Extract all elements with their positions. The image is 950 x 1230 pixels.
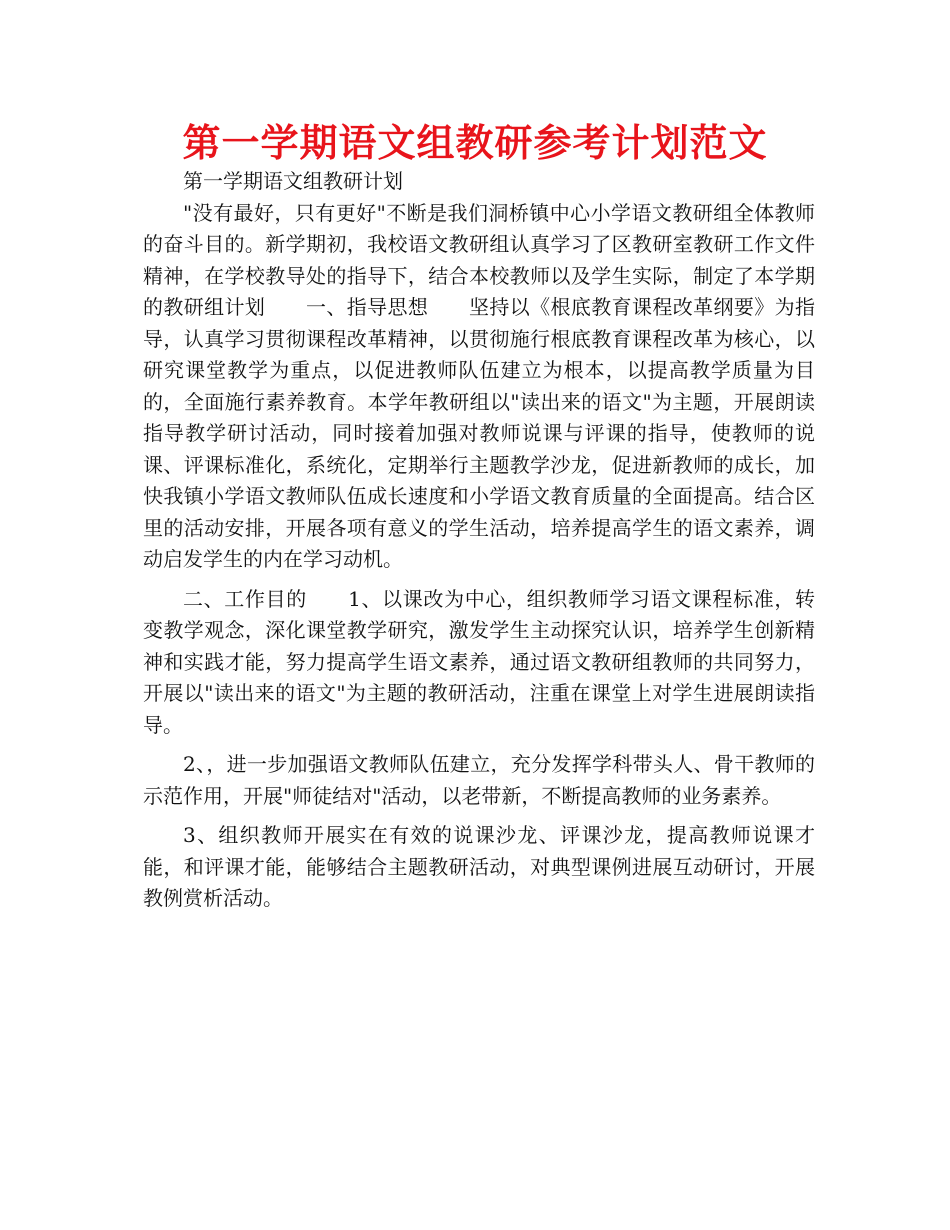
paragraph-goals: 二、工作目的 1、以课改为中心，组织教师学习语文课程标准，转变教学观念，深化课堂教学研究，激发学生主动探究认识，培养学生创新精神和实践才能，努力提高学生语文素养，通过语文教研组教师的共同努力，开展以"读出来的语文"为主题的教研活动，注重在课堂上对学生进展朗读指导。	[143, 586, 815, 737]
document-title: 第一学期语文组教研参考计划范文	[182, 121, 768, 165]
paragraph-subtitle: 第一学期语文组教研计划	[183, 169, 403, 193]
paragraph-item-2: 2、，进一步加强语文教师队伍建立，充分发挥学科带头人、骨干教师的示范作用，开展"师徒结对"活动，以老带新，不断提高教师的业务素养。	[143, 752, 815, 808]
paragraph-intro: "没有最好，只有更好"不断是我们洞桥镇中心小学语文教研组全体教师的奋斗目的。新学期初，我校语文教研组认真学习了区教研室教研工作文件精神，在学校教导处的指导下，结合本校教师以及学生实际，制定了本学期的教研组计划 一、指导思想 坚持以《根底教育课程改革纲要》为指导，认真学习贯彻课程改革精神，以贯彻施行根底教育课程改革为核心，以研究课堂教学为重点，以促进教师队伍建立为根本，以提高教学质量为目的，全面施行素养教育。本学年教研组以"读出来的语文"为主题，开展朗读指导教学研讨活动，同时接着加强对教师说课与评课的指导，使教师的说课、评课标准化，系统化，定期举行主题教学沙龙，促进新教师的成长，加快我镇小学语文教师队伍成长速度和小学语文教育质量的全面提高。结合区里的活动安排，开展各项有意义的学生活动，培养提高学生的语文素养，调动启发学生的内在学习动机。	[143, 200, 815, 571]
document-body	[143, 166, 815, 923]
paragraph-item-3: 3、组织教师开展实在有效的说课沙龙、评课沙龙，提高教师说课才能，和评课才能，能够结合主题教研活动，对典型课例进展互动研讨，开展教例赏析活动。	[143, 823, 815, 910]
